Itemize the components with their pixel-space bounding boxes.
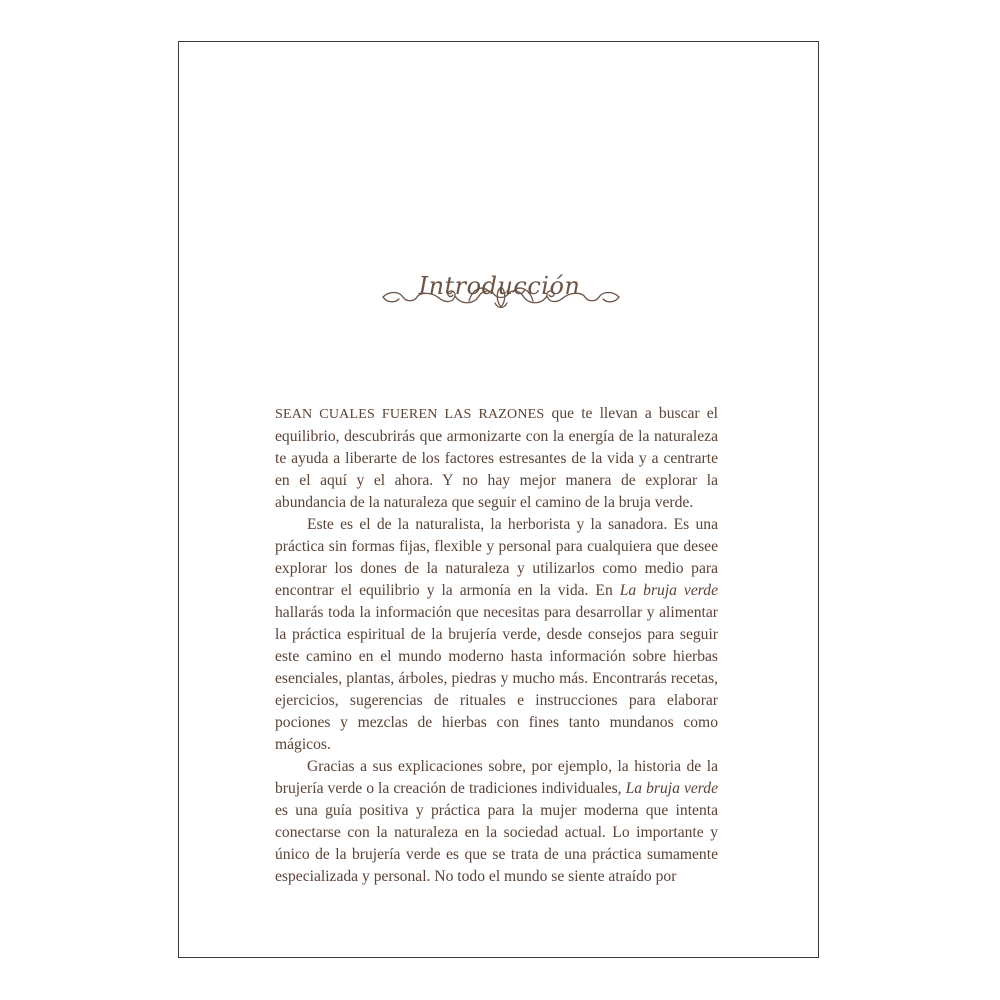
decorative-flourish-icon [381,281,621,315]
book-page [178,41,819,958]
paragraph-text: Este es el de la naturalista, la herborista y la sanadora. Es una práctica sin formas fijas, flexible y personal para cualquiera que desee explorar los dones de la naturaleza y utilizarlos como medio para encontrar el equilibrio y la armonía en la vida. En [275,516,718,599]
paragraph-text: hallarás toda la información que necesitas para desarrollar y alimentar la práctica espiritual de la brujería verde, desde consejos para seguir este camino en el mundo moderno hasta información sobre hierbas esenciales, plantas, árboles, piedras y mucho más. Encontrarás recetas, ejercicios, sugerencias de rituales e instrucciones para elaborar pociones y mezclas de hierbas con fines tanto mundanos como mágicos. [275,604,718,753]
book-title-italic: La bruja verde [625,780,718,797]
paragraph-text: que te llevan a buscar el equilibrio, descubrirás que armonizarte con la energía de la naturaleza te ayuda a liberarte de los factores estresantes de la vida y a centrarte en el aquí y el ahora. Y no hay mejor manera de explorar la abundancia de la naturaleza que seguir el camino de la bruja verde. [275,405,718,511]
paragraph-text: Gracias a sus explicaciones sobre, por ejemplo, la historia de la brujería verde o la creación de tradiciones individuales, [275,758,718,797]
paragraph-2 [275,514,718,756]
paragraph-1 [275,403,718,514]
paragraph-lead: SEAN CUALES FUEREN LAS RAZONES [275,407,545,422]
paragraph-3 [275,756,718,888]
body-text [275,403,718,888]
page-title: Introducción [418,272,581,300]
book-title-italic: La bruja verde [619,582,718,599]
paragraph-text: es una guía positiva y práctica para la mujer moderna que intenta conectarse con la naturaleza en la sociedad actual. Lo importante y único de la brujería verde es que se trata de una práctica sumamente especializada y personal. No todo el mundo se siente atraído por [275,802,718,885]
